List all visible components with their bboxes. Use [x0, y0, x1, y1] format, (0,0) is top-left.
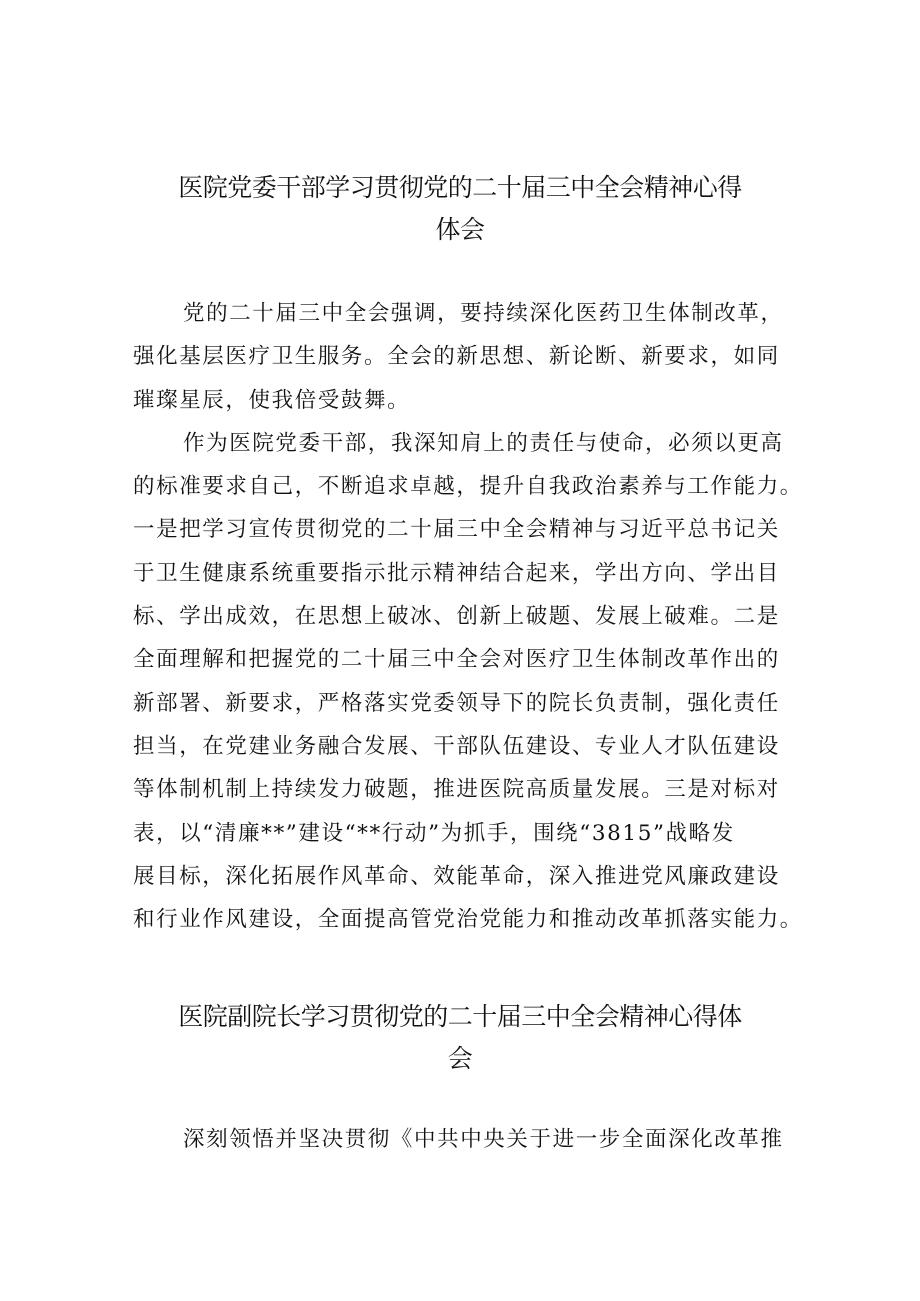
article-1-paragraph-2-line-1: 作为医院党委干部，我深知肩上的责任与使命，必须以更高 — [183, 430, 784, 456]
article-1-paragraph-1-line-1: 党的二十届三中全会强调，要持续深化医药卫生体制改革， — [183, 301, 784, 326]
article-2-title — [130, 996, 790, 1080]
article-1-title-line-2: 体会 — [435, 215, 485, 244]
article-1-paragraph-2-line-9: 等体制机制上持续发力破题，推进医院高质量发展。三是对标对 — [133, 777, 780, 803]
article-1-paragraph-1-line-2: 强化基层医疗卫生服务。全会的新思想、新论断、新要求，如同 — [133, 344, 780, 370]
article-1-paragraph-2-line-12: 和行业作风建设，全面提高管党治党能力和推动改革抓落实能力。 — [133, 907, 803, 933]
article-2-title-line-1: 医院副院长学习贯彻党的二十届三中全会精神心得体 — [178, 1002, 742, 1031]
article-1-title — [130, 167, 790, 251]
article-1-paragraph-2-line-2: 的标准要求自己，不断追求卓越，提升自我政治素养与工作能力。 — [133, 474, 803, 500]
article-1-paragraph-2-line-7: 新部署、新要求，严格落实党委领导下的院长负责制，强化责任 — [133, 690, 780, 716]
article-1-paragraph-2-line-5: 标、学出成效，在思想上破冰、创新上破题、发展上破难。二是 — [133, 604, 780, 630]
article-1-paragraph-2-line-10: 表，以“清廉**”建设“**行动”为抓手，围绕“3815”战略发 — [133, 820, 735, 846]
article-2-body — [133, 1118, 793, 1161]
article-1-title-line-1: 医院党委干部学习贯彻党的二十届三中全会精神心得 — [178, 173, 742, 202]
article-1-paragraph-1-line-3: 璀璨星辰，使我倍受鼓舞。 — [133, 387, 411, 413]
article-1-paragraph-2-line-3: 一是把学习宣传贯彻党的二十届三中全会精神与习近平总书记关 — [133, 517, 780, 543]
article-1-paragraph-2-line-11: 展目标，深化拓展作风革命、效能革命，深入推进党风廉政建设 — [133, 863, 780, 889]
article-1-paragraph-2-line-4: 于卫生健康系统重要指示批示精神结合起来，学出方向、学出目 — [133, 560, 780, 586]
article-2-title-line-2: 会 — [447, 1044, 473, 1073]
article-1-body — [133, 292, 803, 941]
article-2-paragraph-1-line-1: 深刻领悟并坚决贯彻《中共中央关于进一步全面深化改革推 — [183, 1127, 784, 1152]
article-1-paragraph-2-line-6: 全面理解和把握党的二十届三中全会对医疗卫生体制改革作出的 — [133, 647, 780, 673]
article-1-paragraph-2-line-8: 担当，在党建业务融合发展、干部队伍建设、专业人才队伍建设 — [133, 733, 780, 759]
